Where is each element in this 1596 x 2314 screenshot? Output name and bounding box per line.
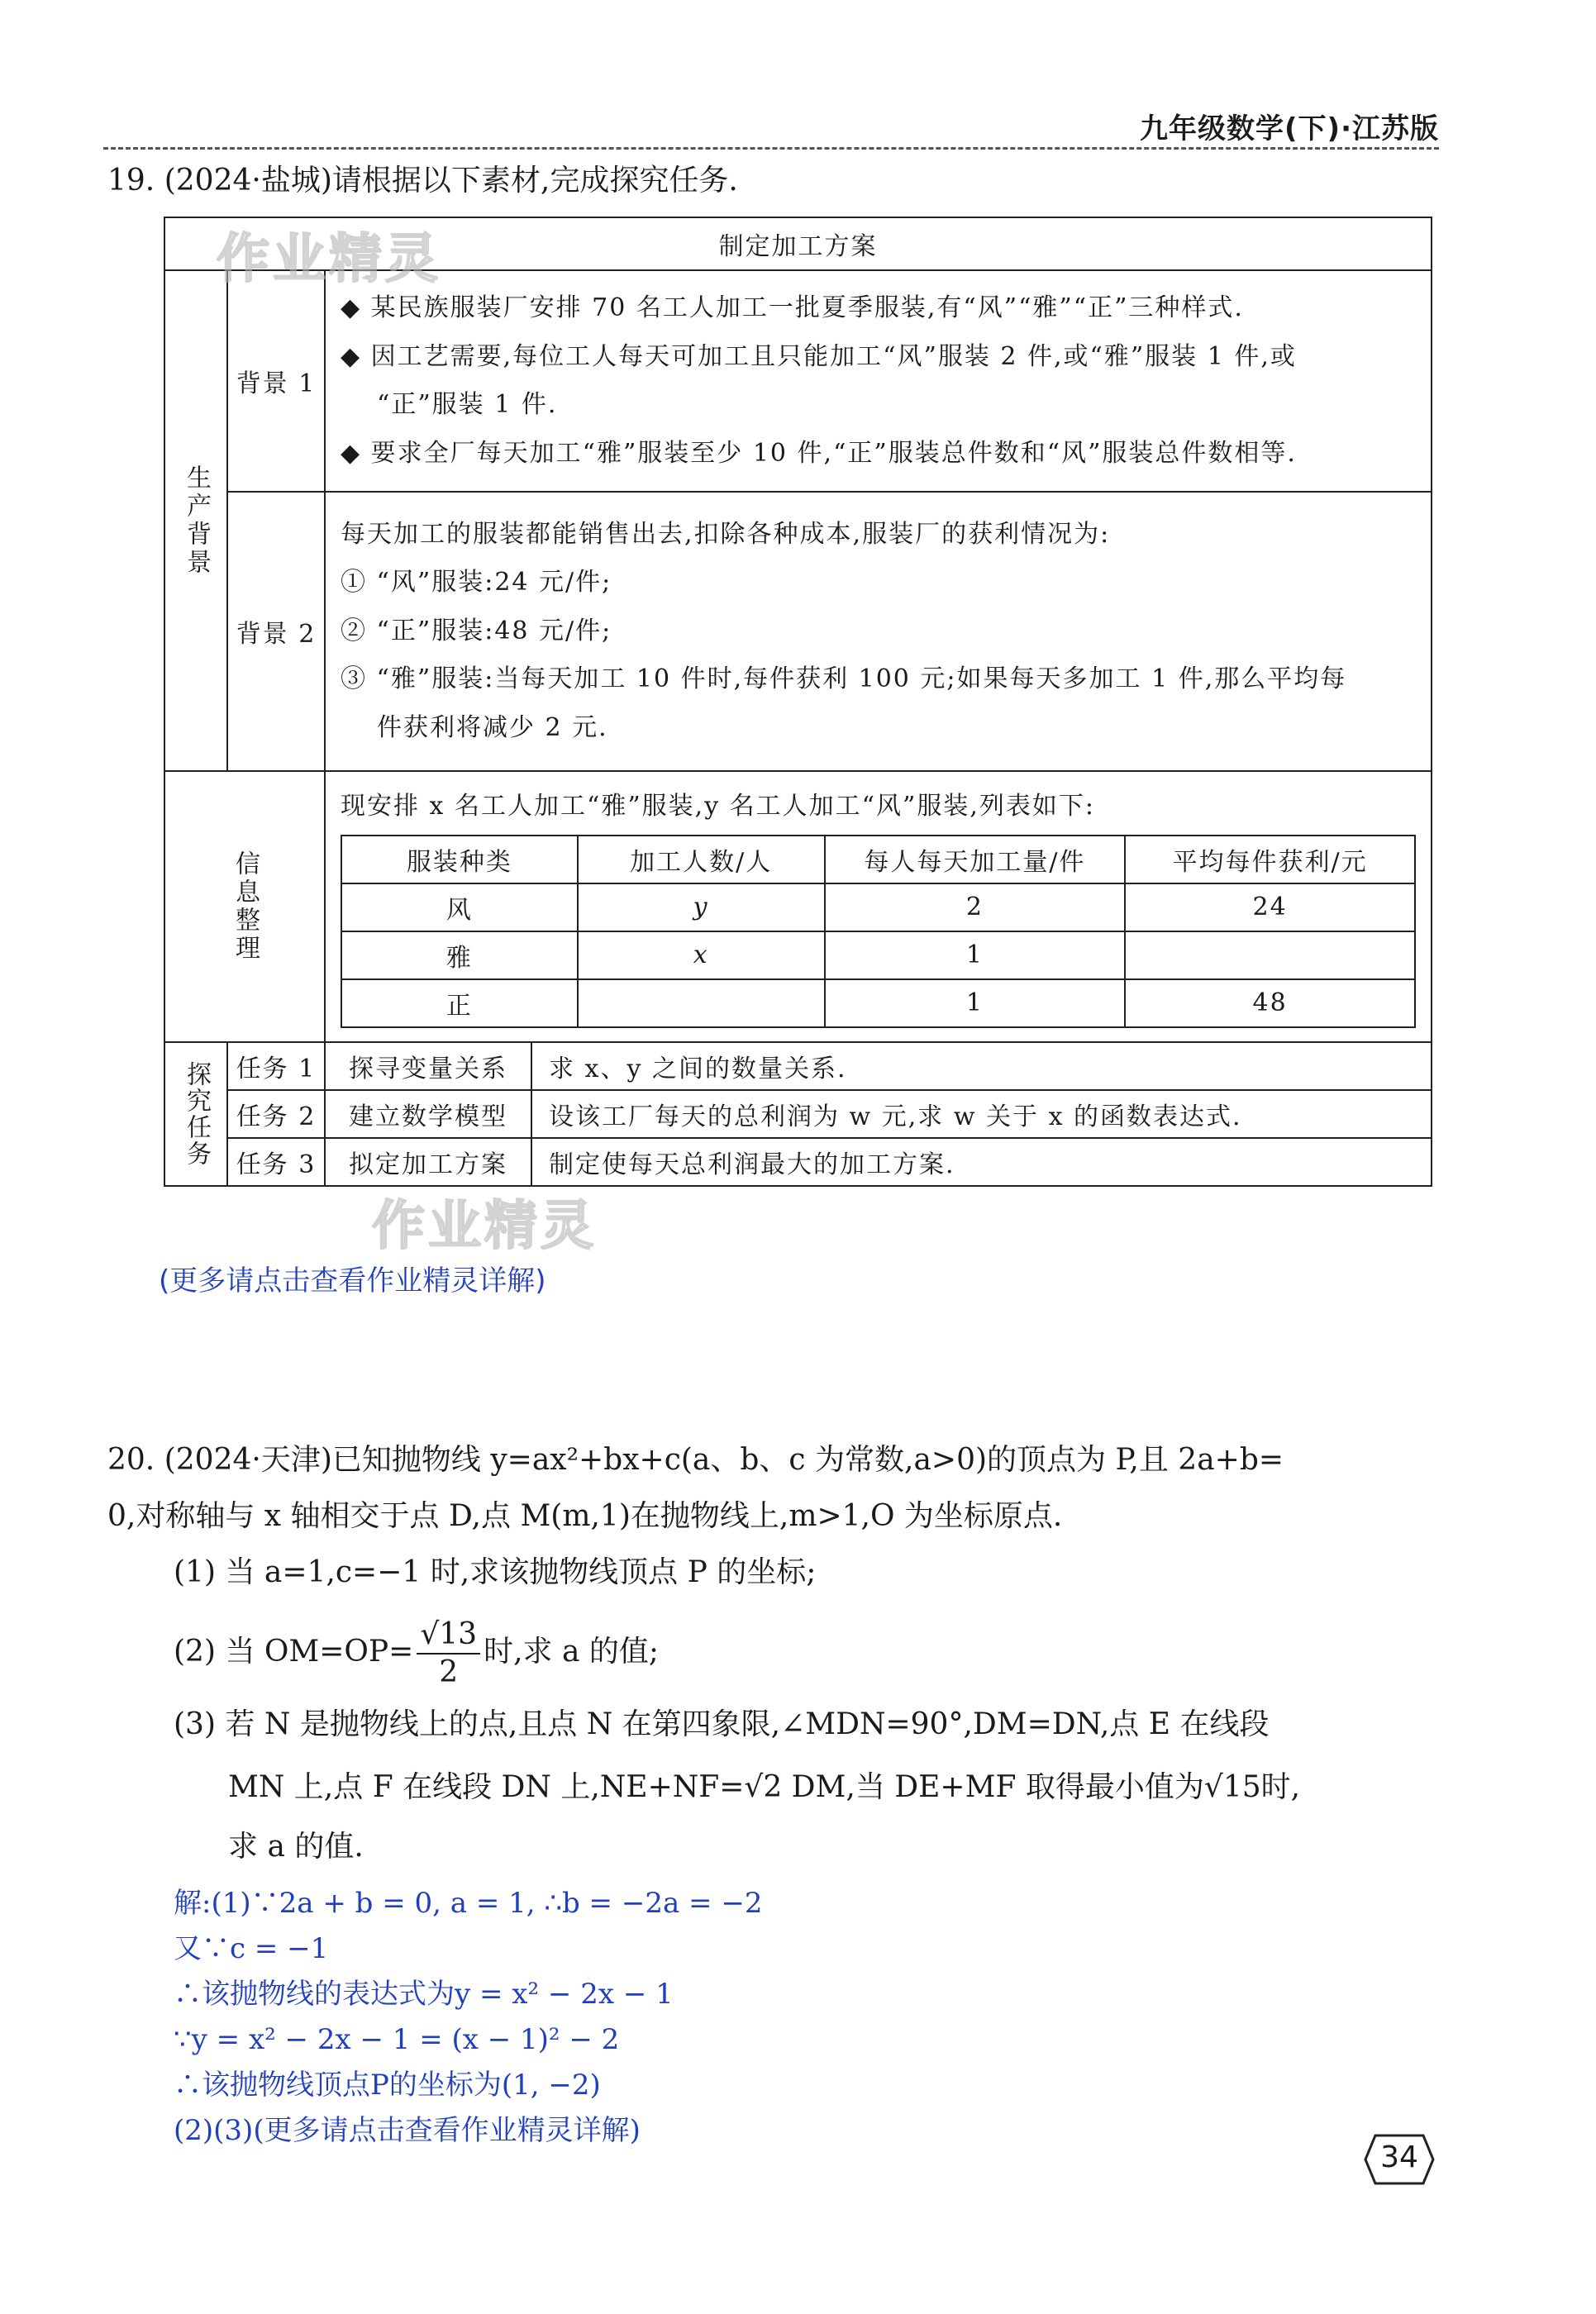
q20-part-2 bbox=[174, 1617, 660, 1689]
bg1-line-3: “正”服装 1 件. bbox=[377, 390, 558, 419]
task-name: 拟定加工方案 bbox=[325, 1138, 531, 1185]
tasks-cell bbox=[227, 1042, 1432, 1186]
section-production-label: 生产背景 bbox=[182, 464, 211, 577]
solution-line: ∵y = x² − 2x − 1 = (x − 1)² − 2 bbox=[174, 2023, 620, 2057]
bg1-label-cell bbox=[227, 270, 325, 492]
table-cell: 正 bbox=[341, 979, 578, 1027]
q19-material-table bbox=[164, 217, 1432, 1187]
table-cell: 雅 bbox=[341, 931, 578, 979]
bg1-content-cell bbox=[325, 270, 1432, 492]
task-desc: 求 x、y 之间的数量关系. bbox=[531, 1043, 1431, 1090]
task-row bbox=[228, 1090, 1431, 1138]
q20-line-2: 0,对称轴与 x 轴相交于点 D,点 M(m,1)在抛物线上,m>1,O 为坐标原点. bbox=[107, 1499, 1063, 1533]
solution-line: ∴该抛物线的表达式为y = x² − 2x − 1 bbox=[174, 1978, 674, 2012]
bg2-label-cell bbox=[227, 492, 325, 771]
task-label: 任务 2 bbox=[228, 1090, 325, 1138]
q20-part-3-line-2: MN 上,点 F 在线段 DN 上,NE+NF=√2 DM,当 DE+MF 取得最小值为√15时, bbox=[228, 1770, 1301, 1804]
q20-part-3-line-1: (3) 若 N 是抛物线上的点,且点 N 在第四象限,∠MDN=90°,DM=DN,点 E 在线段 bbox=[174, 1707, 1270, 1741]
info-table bbox=[341, 835, 1416, 1028]
tasks-table bbox=[228, 1043, 1431, 1185]
table-cell: 1 bbox=[825, 979, 1126, 1027]
q20-solution bbox=[174, 1881, 762, 2154]
q20-number: 20. bbox=[107, 1443, 155, 1477]
task-desc: 制定使每天总利润最大的加工方案. bbox=[531, 1138, 1431, 1185]
page-number-badge bbox=[1364, 2132, 1435, 2187]
bg2-line-4: ③ “雅”服装:当每天加工 10 件时,每件获利 100 元;如果每天多加工 1 件,那么平均每 bbox=[341, 664, 1347, 694]
bg2-label: 背景 2 bbox=[236, 620, 317, 649]
table-cell: 风 bbox=[341, 883, 578, 931]
info-header-cell: 每人每天加工量/件 bbox=[825, 836, 1126, 883]
table-cell bbox=[1125, 931, 1415, 979]
task-name: 建立数学模型 bbox=[325, 1090, 531, 1138]
q20-part-2-suffix: 时,求 a 的值; bbox=[484, 1635, 660, 1669]
bg2-line-3: ② “正”服装:48 元/件; bbox=[341, 616, 612, 645]
table-cell: 24 bbox=[1125, 883, 1415, 931]
info-header-cell: 服装种类 bbox=[341, 836, 578, 883]
solution-line: 解:(1)∵2a + b = 0, a = 1, ∴b = −2a = −2 bbox=[174, 1887, 763, 1920]
q19-more-link[interactable]: (更多请点击查看作业精灵详解) bbox=[159, 1264, 546, 1297]
q20-part-2-prefix: (2) 当 OM=OP= bbox=[174, 1635, 414, 1669]
watermark-bottom: 作业精灵 bbox=[372, 1196, 597, 1257]
bg1-line-1: ◆ 某民族服装厂安排 70 名工人加工一批夏季服装,有“风”“雅”“正”三种样式. bbox=[341, 293, 1244, 322]
watermark-top: 作业精灵 bbox=[217, 229, 441, 290]
q19-number: 19. bbox=[107, 164, 155, 198]
fraction bbox=[417, 1617, 480, 1689]
info-header-cell: 平均每件获利/元 bbox=[1125, 836, 1415, 883]
table-cell: 1 bbox=[825, 931, 1126, 979]
page-number: 34 bbox=[1380, 2140, 1418, 2174]
bg1-line-2: ◆ 因工艺需要,每位工人每天可加工且只能加工“风”服装 2 件,或“雅”服装 1 件,或 bbox=[341, 341, 1297, 371]
bg2-line-5: 件获利将减少 2 元. bbox=[377, 712, 608, 742]
table-cell: 2 bbox=[825, 883, 1126, 931]
info-content-cell bbox=[325, 771, 1432, 1042]
q19-stem bbox=[107, 162, 738, 201]
q20-more-link[interactable]: (2)(3)(更多请点击查看作业精灵详解) bbox=[174, 2114, 641, 2148]
section-tasks-label: 探究任务 bbox=[182, 1061, 211, 1167]
task-label: 任务 1 bbox=[228, 1043, 325, 1090]
task-name: 探寻变量关系 bbox=[325, 1043, 531, 1090]
table-cell: x bbox=[578, 931, 825, 979]
table-cell: y bbox=[578, 883, 825, 931]
task-desc: 设该工厂每天的总利润为 w 元,求 w 关于 x 的函数表达式. bbox=[531, 1090, 1431, 1138]
table-cell: 48 bbox=[1125, 979, 1415, 1027]
section-production-cell bbox=[164, 270, 227, 771]
solution-line: ∴该抛物线顶点P的坐标为(1, −2) bbox=[174, 2069, 601, 2102]
info-table-header-row bbox=[341, 836, 1415, 883]
fraction-numerator: √13 bbox=[417, 1620, 480, 1655]
bg1-label: 背景 1 bbox=[236, 369, 317, 398]
bg2-line-2: ① “风”服装:24 元/件; bbox=[341, 568, 612, 598]
bg1-line-4: ◆ 要求全厂每天加工“雅”服装至少 10 件,“正”服装总件数和“风”服装总件数相等. bbox=[341, 438, 1297, 468]
section-tasks-cell bbox=[164, 1042, 227, 1186]
table-title: 制定加工方案 bbox=[718, 232, 878, 261]
info-header-cell: 加工人数/人 bbox=[578, 836, 825, 883]
task-label: 任务 3 bbox=[228, 1138, 325, 1185]
q20-part-1: (1) 当 a=1,c=−1 时,求该抛物线顶点 P 的坐标; bbox=[174, 1555, 817, 1589]
header-divider bbox=[103, 147, 1439, 150]
table-row bbox=[341, 931, 1415, 979]
task-row bbox=[228, 1138, 1431, 1185]
section-info-cell bbox=[164, 771, 325, 1042]
page-header-title: 九年级数学(下)·江苏版 bbox=[1140, 112, 1439, 145]
solution-line: 又∵c = −1 bbox=[174, 1932, 329, 1966]
q20-line-1-text: (2024·天津)已知抛物线 y=ax²+bx+c(a、b、c 为常数,a>0)的顶点为 P,且 2a+b= bbox=[164, 1443, 1284, 1477]
q20-line-1 bbox=[107, 1441, 1284, 1480]
info-intro: 现安排 x 名工人加工“雅”服装,y 名工人加工“风”服装,列表如下: bbox=[341, 791, 1096, 821]
table-cell bbox=[578, 979, 825, 1027]
section-info-label: 信息整理 bbox=[231, 850, 260, 963]
bg2-content-cell bbox=[325, 492, 1432, 771]
task-row bbox=[228, 1043, 1431, 1090]
q19-stem-text: (2024·盐城)请根据以下素材,完成探究任务. bbox=[164, 164, 738, 198]
table-row bbox=[341, 883, 1415, 931]
table-row bbox=[341, 979, 1415, 1027]
bg2-line-1: 每天加工的服装都能销售出去,扣除各种成本,服装厂的获利情况为: bbox=[341, 519, 1111, 549]
q20-part-3-line-3: 求 a 的值. bbox=[228, 1830, 364, 1864]
fraction-denominator: 2 bbox=[439, 1655, 459, 1689]
